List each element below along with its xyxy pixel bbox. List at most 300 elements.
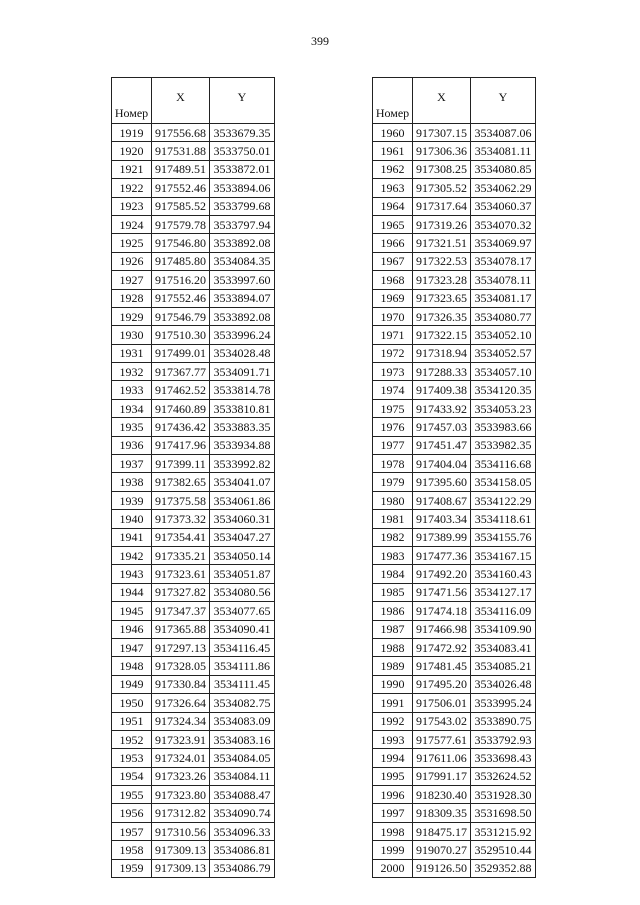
x-coordinate-cell: 917330.84	[152, 675, 210, 693]
table-row	[373, 583, 536, 601]
x-coordinate-cell: 917399.11	[152, 455, 210, 473]
y-coordinate-cell: 3533883.35	[210, 418, 275, 436]
point-number-cell: 1931	[112, 344, 152, 362]
point-number-cell: 1965	[373, 215, 413, 233]
y-coordinate-cell: 3533894.06	[210, 179, 275, 197]
point-number-cell: 1926	[112, 252, 152, 270]
table-row	[112, 822, 275, 840]
point-number-cell: 1924	[112, 215, 152, 233]
point-number-cell: 1946	[112, 620, 152, 638]
x-coordinate-cell: 917327.82	[152, 583, 210, 601]
x-coordinate-cell: 917323.61	[152, 565, 210, 583]
point-number-cell: 1973	[373, 363, 413, 381]
y-coordinate-cell: 3533892.08	[210, 307, 275, 325]
x-coordinate-cell: 917516.20	[152, 271, 210, 289]
y-coordinate-cell: 3534069.97	[471, 234, 536, 252]
table-row	[373, 841, 536, 859]
x-coordinate-cell: 917318.94	[413, 344, 471, 362]
y-coordinate-cell: 3534116.09	[471, 602, 536, 620]
point-number-cell: 1993	[373, 730, 413, 748]
y-coordinate-cell: 3534051.87	[210, 565, 275, 583]
x-coordinate-cell: 917308.25	[413, 160, 471, 178]
point-number-cell: 1925	[112, 234, 152, 252]
table-row	[373, 418, 536, 436]
y-coordinate-cell: 3534060.37	[471, 197, 536, 215]
table-row	[112, 252, 275, 270]
x-coordinate-cell: 917324.01	[152, 749, 210, 767]
point-number-cell: 1974	[373, 381, 413, 399]
y-coordinate-cell: 3534062.29	[471, 179, 536, 197]
x-coordinate-cell: 917579.78	[152, 215, 210, 233]
table-row	[373, 804, 536, 822]
x-coordinate-cell: 917477.36	[413, 546, 471, 564]
point-number-cell: 1942	[112, 546, 152, 564]
y-coordinate-cell: 3531698.50	[471, 804, 536, 822]
y-coordinate-cell: 3534026.48	[471, 675, 536, 693]
y-coordinate-cell: 3534053.23	[471, 399, 536, 417]
point-number-cell: 1950	[112, 694, 152, 712]
point-number-cell: 1920	[112, 142, 152, 160]
y-coordinate-cell: 3534111.86	[210, 657, 275, 675]
x-coordinate-cell: 917310.56	[152, 822, 210, 840]
table-row	[112, 418, 275, 436]
x-coordinate-cell: 917499.01	[152, 344, 210, 362]
y-coordinate-cell: 3534070.32	[471, 215, 536, 233]
table-row	[112, 620, 275, 638]
point-number-cell: 1995	[373, 767, 413, 785]
x-coordinate-cell: 917991.17	[413, 767, 471, 785]
point-number-cell: 1934	[112, 399, 152, 417]
y-coordinate-cell: 3534078.17	[471, 252, 536, 270]
y-coordinate-cell: 3533892.08	[210, 234, 275, 252]
x-coordinate-cell: 917403.34	[413, 510, 471, 528]
table-header-row	[112, 78, 275, 124]
x-coordinate-cell: 917585.52	[152, 197, 210, 215]
point-number-cell: 1997	[373, 804, 413, 822]
y-coordinate-cell: 3534096.33	[210, 822, 275, 840]
point-number-cell: 1943	[112, 565, 152, 583]
point-number-cell: 1959	[112, 859, 152, 877]
point-number-cell: 1938	[112, 473, 152, 491]
table-row	[112, 197, 275, 215]
header-y: Y	[471, 78, 536, 124]
table-row	[112, 804, 275, 822]
table-row	[373, 638, 536, 656]
table-row	[373, 197, 536, 215]
y-coordinate-cell: 3534041.07	[210, 473, 275, 491]
y-coordinate-cell: 3534060.31	[210, 510, 275, 528]
table-row	[112, 381, 275, 399]
point-number-cell: 1999	[373, 841, 413, 859]
point-number-cell: 1987	[373, 620, 413, 638]
x-coordinate-cell: 917347.37	[152, 602, 210, 620]
table-row	[112, 859, 275, 877]
x-coordinate-cell: 917404.04	[413, 455, 471, 473]
y-coordinate-cell: 3533698.43	[471, 749, 536, 767]
table-row	[112, 234, 275, 252]
coordinates-table-right	[372, 77, 536, 878]
table-row	[373, 307, 536, 325]
x-coordinate-cell: 919126.50	[413, 859, 471, 877]
point-number-cell: 1969	[373, 289, 413, 307]
y-coordinate-cell: 3534081.11	[471, 142, 536, 160]
x-coordinate-cell: 917335.21	[152, 546, 210, 564]
point-number-cell: 1945	[112, 602, 152, 620]
point-number-cell: 2000	[373, 859, 413, 877]
y-coordinate-cell: 3534080.77	[471, 307, 536, 325]
point-number-cell: 1928	[112, 289, 152, 307]
y-coordinate-cell: 3534109.90	[471, 620, 536, 638]
x-coordinate-cell: 917321.51	[413, 234, 471, 252]
y-coordinate-cell: 3533872.01	[210, 160, 275, 178]
table-row	[112, 326, 275, 344]
table-row	[112, 638, 275, 656]
point-number-cell: 1947	[112, 638, 152, 656]
x-coordinate-cell: 917436.42	[152, 418, 210, 436]
y-coordinate-cell: 3533797.94	[210, 215, 275, 233]
x-coordinate-cell: 917408.67	[413, 491, 471, 509]
y-coordinate-cell: 3534057.10	[471, 363, 536, 381]
header-number: Номер	[112, 78, 152, 124]
point-number-cell: 1998	[373, 822, 413, 840]
header-y: Y	[210, 78, 275, 124]
x-coordinate-cell: 917319.26	[413, 215, 471, 233]
x-coordinate-cell: 917365.88	[152, 620, 210, 638]
table-row	[373, 436, 536, 454]
y-coordinate-cell: 3534078.11	[471, 271, 536, 289]
x-coordinate-cell: 917556.68	[152, 124, 210, 142]
table-row	[112, 473, 275, 491]
y-coordinate-cell: 3534086.79	[210, 859, 275, 877]
point-number-cell: 1976	[373, 418, 413, 436]
table-row	[373, 694, 536, 712]
point-number-cell: 1977	[373, 436, 413, 454]
x-coordinate-cell: 917323.80	[152, 786, 210, 804]
y-coordinate-cell: 3533934.88	[210, 436, 275, 454]
point-number-cell: 1932	[112, 363, 152, 381]
point-number-cell: 1923	[112, 197, 152, 215]
point-number-cell: 1957	[112, 822, 152, 840]
y-coordinate-cell: 3534116.68	[471, 455, 536, 473]
table-row	[112, 399, 275, 417]
point-number-cell: 1930	[112, 326, 152, 344]
table-row	[373, 215, 536, 233]
x-coordinate-cell: 917288.33	[413, 363, 471, 381]
point-number-cell: 1919	[112, 124, 152, 142]
table-row	[373, 602, 536, 620]
point-number-cell: 1979	[373, 473, 413, 491]
point-number-cell: 1936	[112, 436, 152, 454]
x-coordinate-cell: 917531.88	[152, 142, 210, 160]
point-number-cell: 1966	[373, 234, 413, 252]
x-coordinate-cell: 917323.26	[152, 767, 210, 785]
table-row	[373, 289, 536, 307]
point-number-cell: 1981	[373, 510, 413, 528]
x-coordinate-cell: 917457.03	[413, 418, 471, 436]
table-row	[112, 491, 275, 509]
table-row	[112, 602, 275, 620]
y-coordinate-cell: 3534083.16	[210, 730, 275, 748]
point-number-cell: 1975	[373, 399, 413, 417]
point-number-cell: 1984	[373, 565, 413, 583]
x-coordinate-cell: 917433.92	[413, 399, 471, 417]
x-coordinate-cell: 917324.34	[152, 712, 210, 730]
table-row	[112, 749, 275, 767]
table-row	[373, 179, 536, 197]
table-row	[112, 215, 275, 233]
x-coordinate-cell: 917328.05	[152, 657, 210, 675]
point-number-cell: 1952	[112, 730, 152, 748]
x-coordinate-cell: 917417.96	[152, 436, 210, 454]
point-number-cell: 1944	[112, 583, 152, 601]
y-coordinate-cell: 3534090.74	[210, 804, 275, 822]
x-coordinate-cell: 917323.28	[413, 271, 471, 289]
y-coordinate-cell: 3534127.17	[471, 583, 536, 601]
x-coordinate-cell: 917506.01	[413, 694, 471, 712]
table-row	[373, 160, 536, 178]
x-coordinate-cell: 917326.64	[152, 694, 210, 712]
point-number-cell: 1937	[112, 455, 152, 473]
header-x: X	[413, 78, 471, 124]
x-coordinate-cell: 917552.46	[152, 289, 210, 307]
table-row	[112, 289, 275, 307]
page-number: 399	[311, 34, 329, 48]
y-coordinate-cell: 3534118.61	[471, 510, 536, 528]
table-row	[373, 473, 536, 491]
y-coordinate-cell: 3533890.75	[471, 712, 536, 730]
point-number-cell: 1949	[112, 675, 152, 693]
table-row	[112, 546, 275, 564]
x-coordinate-cell: 917460.89	[152, 399, 210, 417]
x-coordinate-cell: 917472.92	[413, 638, 471, 656]
x-coordinate-cell: 917543.02	[413, 712, 471, 730]
table-row	[112, 528, 275, 546]
y-coordinate-cell: 3529510.44	[471, 841, 536, 859]
table-row	[112, 160, 275, 178]
x-coordinate-cell: 917492.20	[413, 565, 471, 583]
header-number: Номер	[373, 78, 413, 124]
point-number-cell: 1970	[373, 307, 413, 325]
x-coordinate-cell: 917317.64	[413, 197, 471, 215]
x-coordinate-cell: 917367.77	[152, 363, 210, 381]
table-row	[373, 786, 536, 804]
point-number-cell: 1978	[373, 455, 413, 473]
table-row	[373, 528, 536, 546]
y-coordinate-cell: 3531215.92	[471, 822, 536, 840]
y-coordinate-cell: 3534160.43	[471, 565, 536, 583]
table-row	[112, 307, 275, 325]
y-coordinate-cell: 3533814.78	[210, 381, 275, 399]
header-x: X	[152, 78, 210, 124]
point-number-cell: 1954	[112, 767, 152, 785]
point-number-cell: 1956	[112, 804, 152, 822]
point-number-cell: 1989	[373, 657, 413, 675]
y-coordinate-cell: 3533792.93	[471, 730, 536, 748]
point-number-cell: 1980	[373, 491, 413, 509]
point-number-cell: 1941	[112, 528, 152, 546]
point-number-cell: 1992	[373, 712, 413, 730]
point-number-cell: 1982	[373, 528, 413, 546]
table-row	[373, 252, 536, 270]
x-coordinate-cell: 917552.46	[152, 179, 210, 197]
y-coordinate-cell: 3533997.60	[210, 271, 275, 289]
table-row	[112, 694, 275, 712]
y-coordinate-cell: 3534085.21	[471, 657, 536, 675]
x-coordinate-cell: 918230.40	[413, 786, 471, 804]
x-coordinate-cell: 917510.30	[152, 326, 210, 344]
table-row	[373, 271, 536, 289]
y-coordinate-cell: 3533982.35	[471, 436, 536, 454]
point-number-cell: 1961	[373, 142, 413, 160]
x-coordinate-cell: 917489.51	[152, 160, 210, 178]
y-coordinate-cell: 3533894.07	[210, 289, 275, 307]
table-row	[373, 363, 536, 381]
point-number-cell: 1962	[373, 160, 413, 178]
y-coordinate-cell: 3529352.88	[471, 859, 536, 877]
point-number-cell: 1991	[373, 694, 413, 712]
y-coordinate-cell: 3534052.57	[471, 344, 536, 362]
x-coordinate-cell: 917474.18	[413, 602, 471, 620]
point-number-cell: 1968	[373, 271, 413, 289]
table-row	[373, 822, 536, 840]
point-number-cell: 1990	[373, 675, 413, 693]
y-coordinate-cell: 3534084.35	[210, 252, 275, 270]
table-row	[373, 546, 536, 564]
table-row	[112, 730, 275, 748]
table-row	[373, 399, 536, 417]
table-row	[112, 363, 275, 381]
coordinates-table-left	[111, 77, 275, 878]
y-coordinate-cell: 3534111.45	[210, 675, 275, 693]
table-row	[112, 583, 275, 601]
x-coordinate-cell: 918309.35	[413, 804, 471, 822]
table-row	[112, 712, 275, 730]
x-coordinate-cell: 917375.58	[152, 491, 210, 509]
y-coordinate-cell: 3534155.76	[471, 528, 536, 546]
x-coordinate-cell: 917322.15	[413, 326, 471, 344]
table-row	[373, 234, 536, 252]
y-coordinate-cell: 3533810.81	[210, 399, 275, 417]
point-number-cell: 1971	[373, 326, 413, 344]
y-coordinate-cell: 3534052.10	[471, 326, 536, 344]
table-row	[373, 344, 536, 362]
table-row	[112, 344, 275, 362]
x-coordinate-cell: 917395.60	[413, 473, 471, 491]
point-number-cell: 1985	[373, 583, 413, 601]
point-number-cell: 1922	[112, 179, 152, 197]
x-coordinate-cell: 917577.61	[413, 730, 471, 748]
x-coordinate-cell: 917305.52	[413, 179, 471, 197]
y-coordinate-cell: 3534167.15	[471, 546, 536, 564]
y-coordinate-cell: 3534077.65	[210, 602, 275, 620]
table-row	[112, 510, 275, 528]
table-row	[112, 657, 275, 675]
table-row	[112, 455, 275, 473]
x-coordinate-cell: 917323.91	[152, 730, 210, 748]
y-coordinate-cell: 3534088.47	[210, 786, 275, 804]
x-coordinate-cell: 917409.38	[413, 381, 471, 399]
y-coordinate-cell: 3534084.05	[210, 749, 275, 767]
x-coordinate-cell: 917326.35	[413, 307, 471, 325]
x-coordinate-cell: 917354.41	[152, 528, 210, 546]
y-coordinate-cell: 3533995.24	[471, 694, 536, 712]
point-number-cell: 1951	[112, 712, 152, 730]
x-coordinate-cell: 917611.06	[413, 749, 471, 767]
y-coordinate-cell: 3534050.14	[210, 546, 275, 564]
table-row	[373, 565, 536, 583]
y-coordinate-cell: 3534091.71	[210, 363, 275, 381]
x-coordinate-cell: 919070.27	[413, 841, 471, 859]
point-number-cell: 1964	[373, 197, 413, 215]
table-row	[373, 491, 536, 509]
x-coordinate-cell: 918475.17	[413, 822, 471, 840]
point-number-cell: 1927	[112, 271, 152, 289]
point-number-cell: 1996	[373, 786, 413, 804]
y-coordinate-cell: 3534116.45	[210, 638, 275, 656]
table-row	[373, 124, 536, 142]
y-coordinate-cell: 3534086.81	[210, 841, 275, 859]
y-coordinate-cell: 3533679.35	[210, 124, 275, 142]
point-number-cell: 1963	[373, 179, 413, 197]
x-coordinate-cell: 917312.82	[152, 804, 210, 822]
y-coordinate-cell: 3533983.66	[471, 418, 536, 436]
point-number-cell: 1955	[112, 786, 152, 804]
y-coordinate-cell: 3531928.30	[471, 786, 536, 804]
table-row	[112, 436, 275, 454]
table-row	[373, 859, 536, 877]
table-row	[373, 381, 536, 399]
point-number-cell: 1972	[373, 344, 413, 362]
table-row	[373, 510, 536, 528]
y-coordinate-cell: 3534122.29	[471, 491, 536, 509]
y-coordinate-cell: 3534082.75	[210, 694, 275, 712]
table-row	[112, 142, 275, 160]
table-header-row	[373, 78, 536, 124]
x-coordinate-cell: 917466.98	[413, 620, 471, 638]
y-coordinate-cell: 3534028.48	[210, 344, 275, 362]
x-coordinate-cell: 917495.20	[413, 675, 471, 693]
y-coordinate-cell: 3534083.41	[471, 638, 536, 656]
table-row	[112, 786, 275, 804]
x-coordinate-cell: 917382.65	[152, 473, 210, 491]
table-row	[112, 767, 275, 785]
point-number-cell: 1983	[373, 546, 413, 564]
point-number-cell: 1994	[373, 749, 413, 767]
point-number-cell: 1953	[112, 749, 152, 767]
table-row	[373, 675, 536, 693]
point-number-cell: 1933	[112, 381, 152, 399]
table-row	[112, 179, 275, 197]
table-row	[373, 326, 536, 344]
y-coordinate-cell: 3534061.86	[210, 491, 275, 509]
x-coordinate-cell: 917546.79	[152, 307, 210, 325]
y-coordinate-cell: 3533750.01	[210, 142, 275, 160]
table-row	[373, 455, 536, 473]
y-coordinate-cell: 3534090.41	[210, 620, 275, 638]
point-number-cell: 1988	[373, 638, 413, 656]
table-row	[112, 124, 275, 142]
point-number-cell: 1948	[112, 657, 152, 675]
y-coordinate-cell: 3534081.17	[471, 289, 536, 307]
x-coordinate-cell: 917373.32	[152, 510, 210, 528]
y-coordinate-cell: 3534047.27	[210, 528, 275, 546]
x-coordinate-cell: 917451.47	[413, 436, 471, 454]
table-row	[112, 675, 275, 693]
x-coordinate-cell: 917462.52	[152, 381, 210, 399]
table-row	[373, 657, 536, 675]
y-coordinate-cell: 3534080.85	[471, 160, 536, 178]
x-coordinate-cell: 917471.56	[413, 583, 471, 601]
